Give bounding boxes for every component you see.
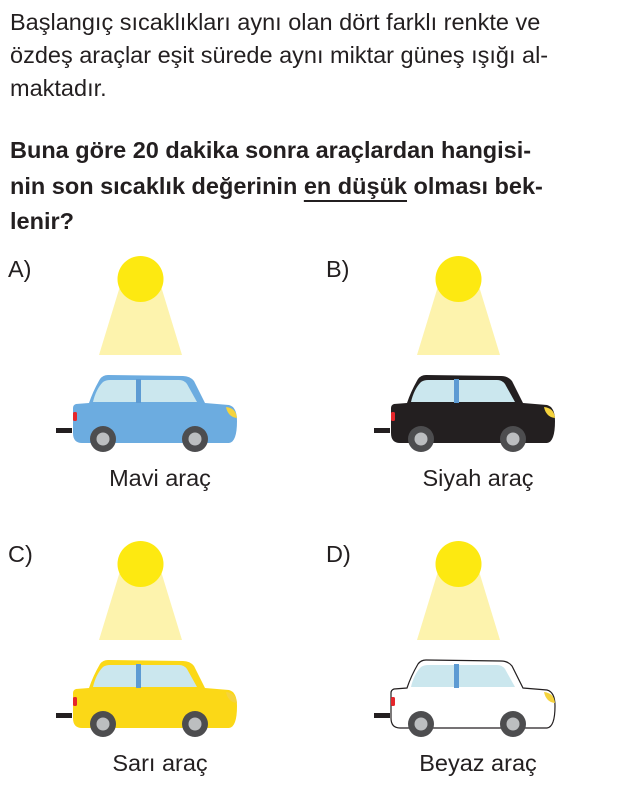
sun-icon (118, 256, 164, 302)
option-letter: B) (326, 256, 350, 282)
car-taillight (391, 412, 395, 421)
option-caption: Siyah araç (422, 465, 534, 491)
question-line-2-start: nin son sıcaklık değerinin (10, 172, 304, 199)
sun-icon (436, 256, 482, 302)
option-caption: Beyaz araç (419, 750, 537, 776)
car-exhaust (374, 713, 390, 718)
car-front-hub (507, 718, 520, 731)
car-icon (374, 660, 555, 737)
intro-line-1: Başlangıç sıcaklıkları aynı olan dört farklı renkte ve (10, 9, 541, 35)
car-front-hub (189, 433, 202, 446)
car-icon (374, 375, 555, 452)
intro-text (10, 6, 620, 105)
intro-line-3: maktadır. (10, 75, 107, 101)
question-line-2-end: olması bek- (407, 172, 543, 199)
question-text (10, 133, 622, 240)
car-in-sunlight-illustration (0, 245, 300, 455)
question-line-1: Buna göre 20 dakika sonra araçlardan hangisi- (10, 137, 532, 163)
intro-line-2: özdeş araçlar eşit sürede aynı miktar güneş ışığı al- (10, 42, 549, 68)
option-caption: Sarı araç (112, 750, 208, 776)
car-pillar (136, 379, 141, 403)
car-rear-hub (97, 718, 110, 731)
car-pillar (454, 664, 459, 688)
car-pillar (136, 664, 141, 688)
car-pillar (454, 379, 459, 403)
question-line-3: lenir? (10, 208, 74, 234)
option-a[interactable] (0, 245, 300, 525)
car-exhaust (56, 428, 72, 433)
option-caption: Mavi araç (109, 465, 211, 491)
car-taillight (73, 412, 77, 421)
option-b[interactable] (318, 245, 618, 525)
car-in-sunlight-illustration (0, 530, 300, 740)
sun-icon (118, 541, 164, 587)
option-letter: C) (8, 541, 33, 567)
option-c[interactable] (0, 530, 300, 810)
option-letter: A) (8, 256, 32, 282)
car-front-hub (507, 433, 520, 446)
sun-icon (436, 541, 482, 587)
car-rear-hub (97, 433, 110, 446)
car-taillight (73, 697, 77, 706)
question-emphasis: en düşük (303, 172, 408, 199)
car-in-sunlight-illustration (318, 530, 618, 740)
car-rear-hub (415, 433, 428, 446)
car-taillight (391, 697, 395, 706)
car-rear-hub (415, 718, 428, 731)
car-icon (56, 375, 237, 452)
option-letter: D) (326, 541, 351, 567)
car-in-sunlight-illustration (318, 245, 618, 455)
car-exhaust (56, 713, 72, 718)
option-d[interactable] (318, 530, 618, 810)
car-front-hub (189, 718, 202, 731)
car-exhaust (374, 428, 390, 433)
car-icon (56, 660, 237, 737)
